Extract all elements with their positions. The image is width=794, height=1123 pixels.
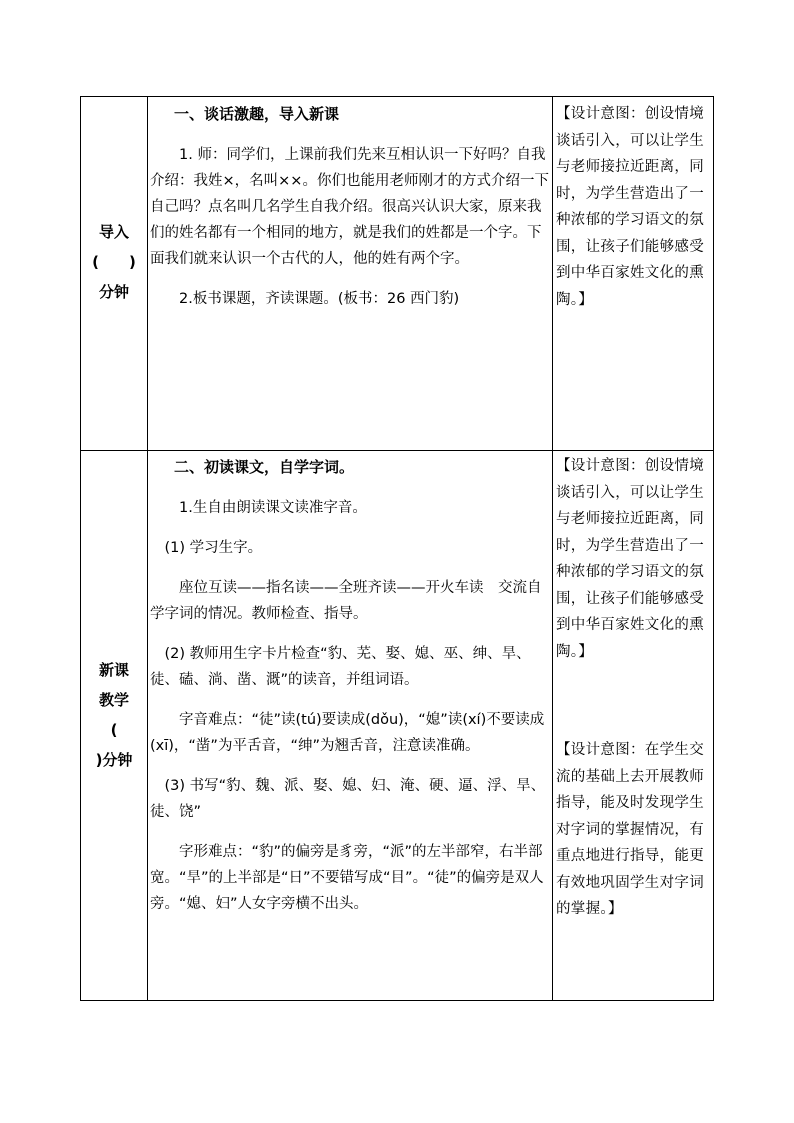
design-note: 【设计意图：创设情境谈话引入，可以让学生与老师接拉近距离，同时，为学生营造出了一种浓郁的学习语文的氛围，让孩子们能够感受到中华百家姓文化的熏陶。】 xyxy=(556,106,704,308)
main-content-new-lesson xyxy=(148,455,552,931)
stage-label-new-lesson xyxy=(81,655,147,775)
paragraph: 座位互读——指名读——全班齐读——开火车读 交流自学字词的情况。教师检查、指导。 xyxy=(150,580,542,622)
stage-label-line: 分钟 xyxy=(98,283,129,301)
design-note-new-lesson-2 xyxy=(553,737,713,923)
paragraph: (3) 书写“豹、魏、派、娶、媳、妇、淹、硬、逼、浮、旱、徒、饶” xyxy=(150,778,546,820)
design-note-intro xyxy=(553,101,713,313)
stage-label-line: 新课 xyxy=(98,661,129,679)
stage-label-line: ( xyxy=(110,721,118,739)
paragraph: 字形难点：“豹”的偏旁是豸旁，“派”的左半部窄，右半部宽。“旱”的上半部是“日”不要错写成“目”。“徒”的偏旁是双人旁。“媳、妇”人女字旁横不出头。 xyxy=(150,844,544,912)
stage-label-line: 导入 xyxy=(98,223,129,241)
main-content-intro xyxy=(148,102,552,326)
paragraph: (2) 教师用生字卡片检查“豹、芜、娶、媳、巫、绅、旱、徒、磕、淌、凿、溉”的读音，并组词语。 xyxy=(150,646,531,688)
paragraph: 2.板书课题，齐读课题。(板书：26 西门豹) xyxy=(179,291,460,307)
paragraph: 1.生自由朗读课文读准字音。 xyxy=(179,500,367,516)
design-note: 【设计意图：创设情境谈话引入，可以让学生与老师接拉近距离，同时，为学生营造出了一种浓郁的学习语文的氛围，让孩子们能够感受到中华百家姓文化的熏陶。】 xyxy=(556,458,704,660)
design-note: 【设计意图：在学生交流的基础上去开展教师指导，能及时发现学生对字词的掌握情况，有重点地进行指导，能更有效地巩固学生对字词的掌握。】 xyxy=(556,742,704,917)
row-divider xyxy=(81,450,713,451)
section-heading: 一、谈话激趣，导入新课 xyxy=(174,105,340,123)
stage-label-line: )分钟 xyxy=(95,751,133,769)
stage-label-intro xyxy=(81,217,147,307)
lesson-plan-table xyxy=(80,96,714,1001)
design-note-new-lesson-1 xyxy=(553,453,713,665)
paragraph: (1) 学习生字。 xyxy=(164,540,263,556)
paragraph: 1. 师：同学们，上课前我们先来互相认识一下好吗？自我介绍：我姓×，名叫××。你们也能用老师刚才的方式介绍一下自己吗？点名叫几名学生自我介绍。很高兴认识大家，原来我们的姓名都有一个相同的地方，就是我们的姓都是一个字。下面我们就来认识一个古代的人，他的姓有两个字。 xyxy=(150,147,549,267)
section-heading: 二、初读课文，自学字词。 xyxy=(174,458,355,476)
stage-label-line: ( ) xyxy=(92,253,136,271)
stage-label-line: 教学 xyxy=(98,691,129,709)
paragraph: 字音难点：“徒”读(tú)要读成(dǒu)，“媳”读(xí)不要读成(xī)，“凿”为平舌音，“绅”为翘舌音，注意读准确。 xyxy=(150,712,545,754)
